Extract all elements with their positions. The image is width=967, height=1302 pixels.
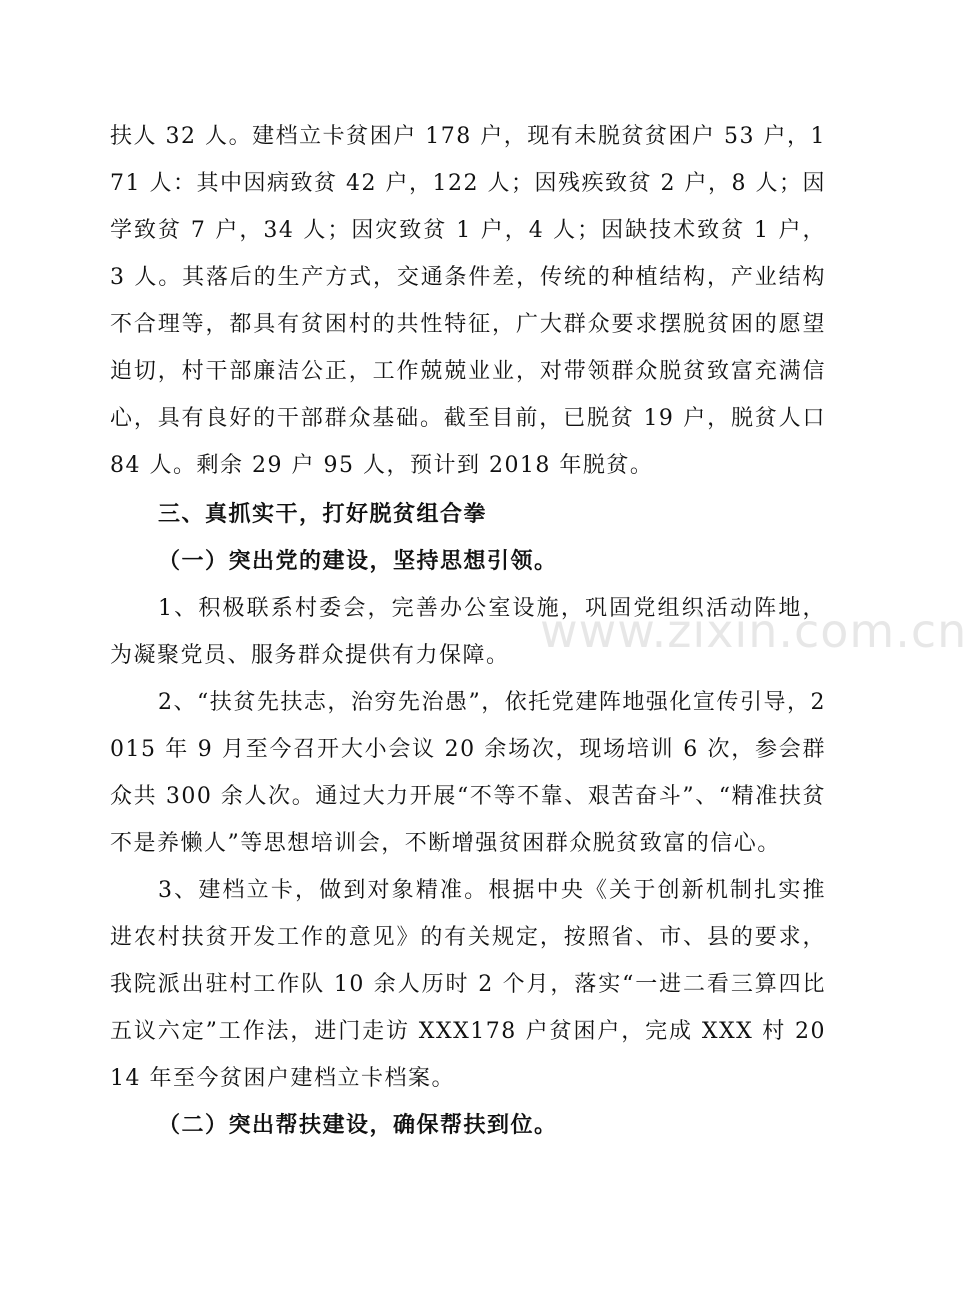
section-heading-3: 三、真抓实干，打好脱贫组合拳	[158, 501, 488, 527]
watermark: www.zixin.com.cn	[540, 604, 967, 658]
list-item-3: 3、建档立卡，做到对象精准。根据中央《关于创新机制扎实推进农村扶贫开发工作的意见》的有关规定，按照省、市、县的要求，我院派出驻村工作队 10 余人历时 2 个月，落实“一进二看三算四比五议六定”工作法，进门走访 XXX178 户贫困户，完成 XXX 村 2014 年至今贫困户建档立卡档案。	[110, 878, 826, 1091]
document-body	[110, 113, 826, 1149]
paragraph-poverty-statistics: 扶人 32 人。建档立卡贫困户 178 户，现有未脱贫贫困户 53 户，171 人：其中因病致贫 42 户，122 人；因残疾致贫 2 户，8 人；因学致贫 7 户，34 人；因灾致贫 1 户，4 人；因缺技术致贫 1 户，3 人。其落后的生产方式，交通条件差，传统的种植结构，产业结构不合理等，都具有贫困村的共性特征，广大群众要求摆脱贫困的愿望迫切，村干部廉洁公正，工作兢兢业业，对带领群众脱贫致富充满信心，具有良好的干部群众基础。截至目前，已脱贫 19 户，脱贫人口 84 人。剩余 29 户 95 人，预计到 2018 年脱贫。	[110, 124, 826, 478]
list-item-2: 2、“扶贫先扶志，治穷先治愚”，依托党建阵地强化宣传引导，2015 年 9 月至今召开大小会议 20 余场次，现场培训 6 次，参会群众共 300 余人次。通过大力开展“不等不靠、艰苦奋斗”、“精准扶贫不是养懒人”等思想培训会，不断增强贫困群众脱贫致富的信心。	[110, 690, 826, 856]
list-item-1: 1、积极联系村委会，完善办公室设施，巩固党组织活动阵地，为凝聚党员、服务群众提供有力保障。	[110, 596, 826, 668]
subsection-heading-2: （二）突出帮扶建设，确保帮扶到位。	[158, 1112, 558, 1138]
subsection-heading-1: （一）突出党的建设，坚持思想引领。	[158, 548, 558, 574]
